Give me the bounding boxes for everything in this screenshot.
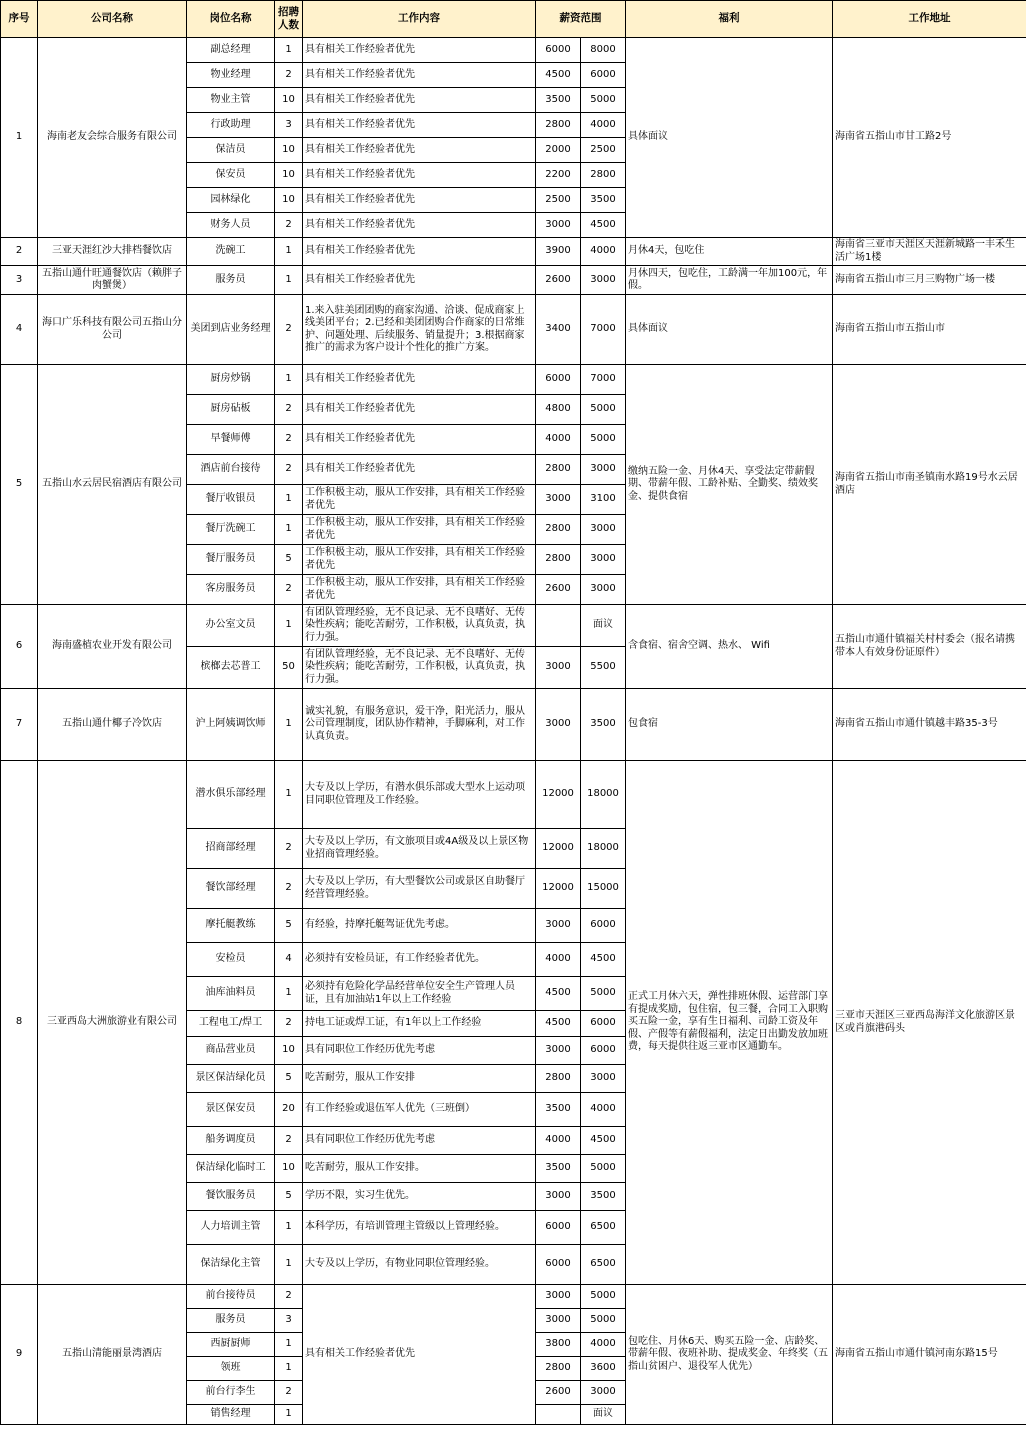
work-address: 海南省五指山市通什镇河南东路15号: [833, 1285, 1026, 1425]
position-title: 销售经理: [187, 1405, 275, 1425]
salary-max: 3500: [581, 1183, 626, 1211]
job-content: 大专及以上学历，有潜水俱乐部或大型水上运动项目同职位管理及工作经验。: [303, 761, 536, 829]
job-content: 具有相关工作经验者优先: [303, 63, 536, 88]
position-title: 槟榔去芯普工: [187, 647, 275, 689]
position-title: 餐饮服务员: [187, 1183, 275, 1211]
salary-max: 3000: [581, 455, 626, 485]
position-title: 景区保洁绿化员: [187, 1065, 275, 1093]
salary-max: 3000: [581, 1381, 626, 1405]
job-content: 工作积极主动，服从工作安排，具有相关工作经验者优先: [303, 545, 536, 575]
row-number: 2: [1, 238, 38, 266]
salary-max: 3100: [581, 485, 626, 515]
hire-count: 3: [275, 1309, 303, 1333]
salary-max: 4500: [581, 213, 626, 238]
company-name: 五指山水云居民宿酒店有限公司: [38, 365, 187, 605]
position-title: 沪上阿姨调饮师: [187, 689, 275, 761]
hire-count: 1: [275, 515, 303, 545]
salary-min: 4500: [536, 63, 581, 88]
work-address: 五指山市通什镇福关村村委会（报名请携带本人有效身份证原件）: [833, 605, 1026, 689]
hire-count: 10: [275, 188, 303, 213]
work-address: 三亚市天涯区三亚西岛海洋文化旅游区景区或肖旗港码头: [833, 761, 1026, 1285]
hire-count: 2: [275, 455, 303, 485]
position-title: 保洁员: [187, 138, 275, 163]
position-title: 行政助理: [187, 113, 275, 138]
job-content: 具有相关工作经验者优先: [303, 365, 536, 395]
salary-max: 18000: [581, 829, 626, 869]
hire-count: 1: [275, 1405, 303, 1425]
hire-count: 2: [275, 425, 303, 455]
salary-max: 8000: [581, 38, 626, 63]
salary-min: 2800: [536, 1065, 581, 1093]
hire-count: 1: [275, 977, 303, 1011]
job-content: 吃苦耐劳，服从工作安排。: [303, 1155, 536, 1183]
salary-min: 3000: [536, 1183, 581, 1211]
job-content: 具有相关工作经验者优先: [303, 163, 536, 188]
salary-min: 2600: [536, 575, 581, 605]
hire-count: 2: [275, 575, 303, 605]
salary-min: 2600: [536, 266, 581, 295]
salary-min: 2800: [536, 113, 581, 138]
row-number: 1: [1, 38, 38, 238]
salary-min: 12000: [536, 829, 581, 869]
benefits: 月休4天，包吃住: [626, 238, 833, 266]
position-title: 商品营业员: [187, 1037, 275, 1065]
hire-count: 2: [275, 869, 303, 909]
salary-max: 5000: [581, 395, 626, 425]
salary-min: 2800: [536, 455, 581, 485]
company-name: 三亚西岛大洲旅游业有限公司: [38, 761, 187, 1285]
salary-max: 4000: [581, 1333, 626, 1357]
salary-max: 4000: [581, 1093, 626, 1127]
header-count: 招聘人数: [275, 1, 303, 38]
position-title: 财务人员: [187, 213, 275, 238]
position-title: 前台行李生: [187, 1381, 275, 1405]
salary-max: 3500: [581, 689, 626, 761]
position-title: 保安员: [187, 163, 275, 188]
salary-min: 2800: [536, 545, 581, 575]
position-title: 安检员: [187, 943, 275, 977]
position-title: 物业经理: [187, 63, 275, 88]
table-row: [1, 365, 1026, 395]
hire-count: 2: [275, 63, 303, 88]
hire-count: 50: [275, 647, 303, 689]
position-title: 保洁绿化主管: [187, 1245, 275, 1285]
salary-min: 2200: [536, 163, 581, 188]
benefits: 正式工月休六天，弹性排班休假、运营部门享有提成奖励，包住宿，包三餐，合同工入职购买五险一金，享有生日福利、司龄工资及年假、产假等有薪假福利，法定日出勤发放加班费，每天提供往返三亚市区通勤车。: [626, 761, 833, 1285]
salary-min: 2800: [536, 1357, 581, 1381]
job-content: 具有相关工作经验者优先: [303, 113, 536, 138]
hire-count: 10: [275, 88, 303, 113]
hire-count: 1: [275, 1245, 303, 1285]
hire-count: 1: [275, 365, 303, 395]
job-content: 具有相关工作经验者优先: [303, 425, 536, 455]
salary-max: 7000: [581, 295, 626, 365]
job-content: 具有同职位工作经历优先考虑: [303, 1037, 536, 1065]
salary-max: 7000: [581, 365, 626, 395]
salary-min: 4500: [536, 1011, 581, 1037]
salary-max: 3600: [581, 1357, 626, 1381]
header-benefits: 福利: [626, 1, 833, 38]
job-content: 有团队管理经验，无不良记录、无不良嗜好、无传染性疾病；能吃苦耐劳，工作积极，认真负责，执行力强。: [303, 605, 536, 647]
job-content: 工作积极主动，服从工作安排，具有相关工作经验者优先: [303, 515, 536, 545]
salary-min: [536, 605, 581, 647]
salary-min: 6000: [536, 1245, 581, 1285]
salary-min: 3000: [536, 1037, 581, 1065]
company-name: 海南盛植农业开发有限公司: [38, 605, 187, 689]
job-content: 学历不限，实习生优先。: [303, 1183, 536, 1211]
benefits: 包食宿: [626, 689, 833, 761]
hire-count: 1: [275, 1333, 303, 1357]
job-content: 具有相关工作经验者优先: [303, 138, 536, 163]
table-row: [1, 689, 1026, 761]
hire-count: 5: [275, 1183, 303, 1211]
job-content: 持电工证或焊工证，有1年以上工作经验: [303, 1011, 536, 1037]
position-title: 厨房炒锅: [187, 365, 275, 395]
job-content: 吃苦耐劳，服从工作安排: [303, 1065, 536, 1093]
work-address: 海南省五指山市南圣镇南水路19号水云居酒店: [833, 365, 1026, 605]
company-name: 海口广乐科技有限公司五指山分公司: [38, 295, 187, 365]
salary-max: 3000: [581, 515, 626, 545]
job-content: 工作积极主动，服从工作安排，具有相关工作经验者优先: [303, 575, 536, 605]
salary-min: 12000: [536, 761, 581, 829]
job-content: 本科学历，有培训管理主管级以上管理经验。: [303, 1211, 536, 1245]
position-title: 酒店前台接待: [187, 455, 275, 485]
table-row: [1, 266, 1026, 295]
job-content: 具有同职位工作经历优先考虑: [303, 1127, 536, 1155]
job-content: 必须持有危险化学品经营单位安全生产管理人员证，且有加油站1年以上工作经验: [303, 977, 536, 1011]
salary-max: 5000: [581, 425, 626, 455]
header-content: 工作内容: [303, 1, 536, 38]
hire-count: 2: [275, 829, 303, 869]
salary-max: 4500: [581, 943, 626, 977]
salary-max: 6500: [581, 1211, 626, 1245]
hire-count: 2: [275, 1011, 303, 1037]
salary-max: 3000: [581, 575, 626, 605]
company-name: 五指山清能丽景湾酒店: [38, 1285, 187, 1425]
hire-count: 10: [275, 138, 303, 163]
hire-count: 2: [275, 1127, 303, 1155]
salary-max: 6000: [581, 1037, 626, 1065]
salary-max: 15000: [581, 869, 626, 909]
hire-count: 1: [275, 38, 303, 63]
salary-min: 4000: [536, 425, 581, 455]
salary-min: 3000: [536, 213, 581, 238]
row-number: 3: [1, 266, 38, 295]
position-title: 西厨厨师: [187, 1333, 275, 1357]
hire-count: 10: [275, 163, 303, 188]
salary-min: 6000: [536, 38, 581, 63]
salary-min: 3000: [536, 1285, 581, 1309]
hire-count: 3: [275, 113, 303, 138]
row-number: 4: [1, 295, 38, 365]
salary-min: 4500: [536, 977, 581, 1011]
salary-max: 5500: [581, 647, 626, 689]
work-address: 海南省五指山市三月三购物广场一楼: [833, 266, 1026, 295]
job-content: 必须持有安检员证，有工作经验者优先。: [303, 943, 536, 977]
job-content: 具有相关工作经验者优先: [303, 188, 536, 213]
job-content: 具有相关工作经验者优先: [303, 455, 536, 485]
header-no: 序号: [1, 1, 38, 38]
salary-max: 3000: [581, 1065, 626, 1093]
salary-max: 6000: [581, 1011, 626, 1037]
salary-min: 3500: [536, 1155, 581, 1183]
job-content: 具有相关工作经验者优先: [303, 1285, 536, 1425]
salary-min: 2000: [536, 138, 581, 163]
hire-count: 1: [275, 689, 303, 761]
row-number: 9: [1, 1285, 38, 1425]
salary-min: 4000: [536, 1127, 581, 1155]
position-title: 园林绿化: [187, 188, 275, 213]
salary-min: 3000: [536, 1309, 581, 1333]
salary-min: [536, 1405, 581, 1425]
job-content: 有团队管理经验，无不良记录、无不良嗜好、无传染性疾病；能吃苦耐劳，工作积极，认真负责，执行力强。: [303, 647, 536, 689]
salary-min: 2500: [536, 188, 581, 213]
hire-count: 2: [275, 395, 303, 425]
table-body: [1, 38, 1026, 1425]
hire-count: 5: [275, 1065, 303, 1093]
table-row: [1, 1285, 1026, 1309]
position-title: 副总经理: [187, 38, 275, 63]
position-title: 油库油料员: [187, 977, 275, 1011]
position-title: 景区保安员: [187, 1093, 275, 1127]
position-title: 餐厅服务员: [187, 545, 275, 575]
salary-max: 2800: [581, 163, 626, 188]
salary-min: 3000: [536, 485, 581, 515]
salary-min: 12000: [536, 869, 581, 909]
salary-min: 2800: [536, 515, 581, 545]
salary-max: 4000: [581, 113, 626, 138]
row-number: 8: [1, 761, 38, 1285]
row-number: 7: [1, 689, 38, 761]
salary-max: 2500: [581, 138, 626, 163]
position-title: 服务员: [187, 1309, 275, 1333]
hire-count: 1: [275, 1357, 303, 1381]
position-title: 美团到店业务经理: [187, 295, 275, 365]
salary-min: 3000: [536, 689, 581, 761]
job-content: 具有相关工作经验者优先: [303, 88, 536, 113]
salary-min: 6000: [536, 1211, 581, 1245]
benefits: 具体面议: [626, 38, 833, 238]
hire-count: 4: [275, 943, 303, 977]
salary-max: 面议: [581, 605, 626, 647]
salary-max: 4500: [581, 1127, 626, 1155]
salary-max: 5000: [581, 88, 626, 113]
position-title: 前台接待员: [187, 1285, 275, 1309]
job-content: 工作积极主动，服从工作安排，具有相关工作经验者优先: [303, 485, 536, 515]
header-company: 公司名称: [38, 1, 187, 38]
header-position: 岗位名称: [187, 1, 275, 38]
position-title: 物业主管: [187, 88, 275, 113]
position-title: 洗碗工: [187, 238, 275, 266]
header-address: 工作地址: [833, 1, 1026, 38]
position-title: 客房服务员: [187, 575, 275, 605]
company-name: 三亚天涯红沙大排档餐饮店: [38, 238, 187, 266]
position-title: 厨房砧板: [187, 395, 275, 425]
position-title: 服务员: [187, 266, 275, 295]
position-title: 餐厅洗碗工: [187, 515, 275, 545]
position-title: 早餐师傅: [187, 425, 275, 455]
salary-max: 5000: [581, 1155, 626, 1183]
position-title: 工程电工/焊工: [187, 1011, 275, 1037]
header-row: [1, 1, 1026, 38]
work-address: 海南省三亚市天涯区天涯新城路一丰禾生活广场1楼: [833, 238, 1026, 266]
hire-count: 10: [275, 1155, 303, 1183]
salary-max: 面议: [581, 1405, 626, 1425]
position-title: 保洁绿化临时工: [187, 1155, 275, 1183]
salary-min: 3800: [536, 1333, 581, 1357]
job-content: 具有相关工作经验者优先: [303, 266, 536, 295]
salary-min: 3000: [536, 909, 581, 943]
salary-min: 4000: [536, 943, 581, 977]
job-content: 有经验，持摩托艇驾证优先考虑。: [303, 909, 536, 943]
company-name: 五指山通什椰子冷饮店: [38, 689, 187, 761]
job-content: 具有相关工作经验者优先: [303, 238, 536, 266]
hire-count: 1: [275, 761, 303, 829]
salary-min: 3500: [536, 88, 581, 113]
hire-count: 2: [275, 1381, 303, 1405]
salary-max: 3000: [581, 545, 626, 575]
salary-max: 6000: [581, 909, 626, 943]
hire-count: 5: [275, 545, 303, 575]
row-number: 6: [1, 605, 38, 689]
benefits: 包吃住、月休6天、购买五险一金、店龄奖、带薪年假、夜班补助、提成奖金、年终奖（五指山贫困户、退役军人优先）: [626, 1285, 833, 1425]
job-content: 具有相关工作经验者优先: [303, 213, 536, 238]
job-content: 具有相关工作经验者优先: [303, 38, 536, 63]
work-address: 海南省五指山市五指山市: [833, 295, 1026, 365]
hire-count: 10: [275, 1037, 303, 1065]
salary-min: 3900: [536, 238, 581, 266]
work-address: 海南省五指山市通什镇越丰路35-3号: [833, 689, 1026, 761]
company-name: 海南老友会综合服务有限公司: [38, 38, 187, 238]
salary-max: 4000: [581, 238, 626, 266]
hire-count: 1: [275, 1211, 303, 1245]
salary-min: 3400: [536, 295, 581, 365]
salary-min: 2600: [536, 1381, 581, 1405]
salary-max: 5000: [581, 1285, 626, 1309]
table-row: [1, 38, 1026, 63]
benefits: 含食宿、宿舍空调、热水、 Wifi: [626, 605, 833, 689]
job-content: 大专及以上学历，有大型餐饮公司或景区自助餐厅经营管理经验。: [303, 869, 536, 909]
hire-count: 20: [275, 1093, 303, 1127]
salary-max: 6000: [581, 63, 626, 88]
hire-count: 2: [275, 213, 303, 238]
salary-min: 4800: [536, 395, 581, 425]
hire-count: 1: [275, 238, 303, 266]
position-title: 潜水俱乐部经理: [187, 761, 275, 829]
hire-count: 1: [275, 266, 303, 295]
job-content: 有工作经验或退伍军人优先（三班倒）: [303, 1093, 536, 1127]
table-row: [1, 761, 1026, 829]
salary-min: 3000: [536, 647, 581, 689]
position-title: 人力培训主管: [187, 1211, 275, 1245]
position-title: 摩托艇教练: [187, 909, 275, 943]
hire-count: 1: [275, 485, 303, 515]
hire-count: 2: [275, 1285, 303, 1309]
row-number: 5: [1, 365, 38, 605]
benefits: 月休四天，包吃住，工龄满一年加100元，年假。: [626, 266, 833, 295]
position-title: 办公室文员: [187, 605, 275, 647]
work-address: 海南省五指山市甘工路2号: [833, 38, 1026, 238]
position-title: 领班: [187, 1357, 275, 1381]
position-title: 餐厅收银员: [187, 485, 275, 515]
job-content: 1.来入驻美团团购的商家沟通、洽谈、促成商家上线美团平台；2.已经和美团团购合作商家的日常维护、问题处理、后续服务、销量提升；3.根据商家推广的需求为客户设计个性化的推广方案。: [303, 295, 536, 365]
salary-max: 5000: [581, 1309, 626, 1333]
table-row: [1, 605, 1026, 647]
salary-max: 18000: [581, 761, 626, 829]
benefits: 缴纳五险一金、月休4天、享受法定带薪假期、带薪年假、工龄补贴、全勤奖、绩效奖金、提供食宿: [626, 365, 833, 605]
hire-count: 2: [275, 295, 303, 365]
job-content: 诚实礼貌，有服务意识，爱干净，阳光活力，服从公司管理制度，团队协作精神，手脚麻利，对工作认真负责。: [303, 689, 536, 761]
job-content: 具有相关工作经验者优先: [303, 395, 536, 425]
salary-max: 3000: [581, 266, 626, 295]
table-row: [1, 238, 1026, 266]
company-name: 五指山通什旺通餐饮店（赖胖子肉蟹煲）: [38, 266, 187, 295]
salary-max: 6500: [581, 1245, 626, 1285]
hire-count: 1: [275, 605, 303, 647]
header-salary: 薪资范围: [536, 1, 626, 38]
salary-max: 5000: [581, 977, 626, 1011]
salary-min: 3500: [536, 1093, 581, 1127]
job-content: 大专及以上学历，有文旅项目或4A级及以上景区物业招商管理经验。: [303, 829, 536, 869]
hire-count: 5: [275, 909, 303, 943]
position-title: 餐饮部经理: [187, 869, 275, 909]
salary-max: 3500: [581, 188, 626, 213]
salary-min: 6000: [536, 365, 581, 395]
table-row: [1, 295, 1026, 365]
position-title: 招商部经理: [187, 829, 275, 869]
position-title: 船务调度员: [187, 1127, 275, 1155]
benefits: 具体面议: [626, 295, 833, 365]
job-content: 大专及以上学历，有物业同职位管理经验。: [303, 1245, 536, 1285]
